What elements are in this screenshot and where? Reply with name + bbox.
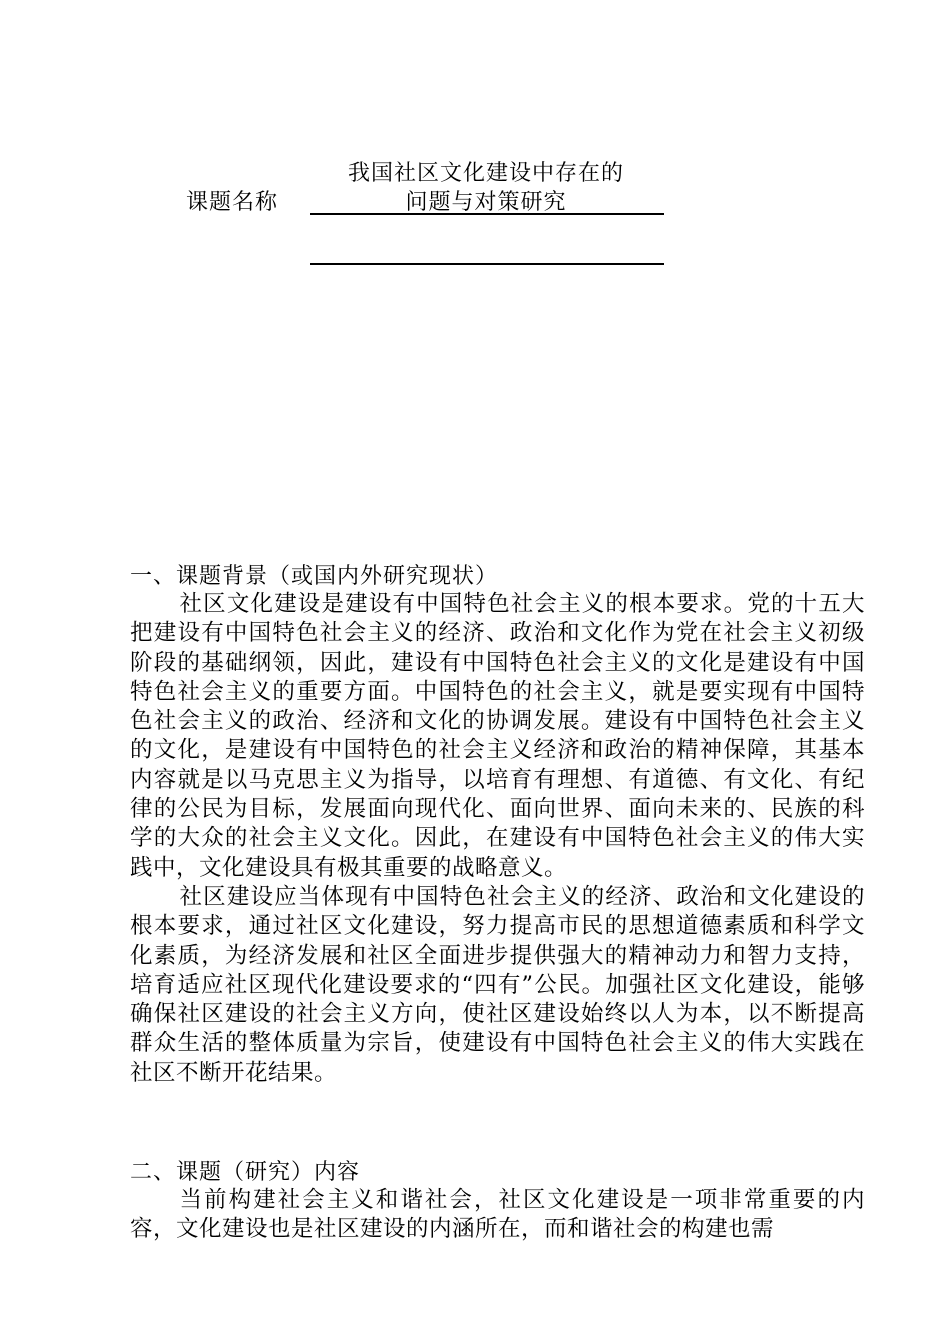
topic-title-line-2: 问题与对策研究: [405, 189, 567, 214]
topic-name-label: 课题名称: [186, 189, 279, 214]
body-paragraph: 当前构建社会主义和谐社会，社区文化建设是一项非常重要的内容，文化建设也是社区建设的内涵所在，而和谐社会的构建也需: [130, 1187, 865, 1243]
section-heading: 一、课题背景（或国内外研究现状）: [130, 563, 499, 588]
blank-underline: [310, 263, 664, 265]
topic-title-line-1: 我国社区文化建设中存在的: [347, 160, 624, 185]
body-paragraph: 社区建设应当体现有中国特色社会主义的经济、政治和文化建设的根本要求，通过社区文化建设，努力提高市民的思想道德素质和科学文化素质，为经济发展和社区全面进步提供强大的精神动力和智力支持，培育适应社区现代化建设要求的“四有”公民。加强社区文化建设，能够确保社区建设的社会主义方向，使社区建设始终以人为本，以不断提高群众生活的整体质量为宗旨，使建设有中国特色社会主义的伟大实践在社区不断开花结果。: [130, 883, 865, 1086]
section-heading: 二、课题（研究）内容: [130, 1159, 361, 1184]
title-underline: [310, 213, 664, 215]
section-content: [130, 1157, 865, 1245]
section-background: [130, 561, 865, 1088]
body-paragraph: 社区文化建设是建设有中国特色社会主义的根本要求。党的十五大把建设有中国特色社会主义的经济、政治和文化作为党在社会主义初级阶段的基础纲领，因此，建设有中国特色社会主义的文化是建设有中国特色社会主义的重要方面。中国特色的社会主义，就是要实现有中国特色社会主义的政治、经济和文化的协调发展。建设有中国特色社会主义的文化，是建设有中国特色的社会主义经济和政治的精神保障，其基本内容就是以马克思主义为指导，以培育有理想、有道德、有文化、有纪律的公民为目标，发展面向现代化、面向世界、面向未来的、民族的科学的大众的社会主义文化。因此，在建设有中国特色社会主义的伟大实践中，文化建设具有极其重要的战略意义。: [130, 591, 865, 881]
